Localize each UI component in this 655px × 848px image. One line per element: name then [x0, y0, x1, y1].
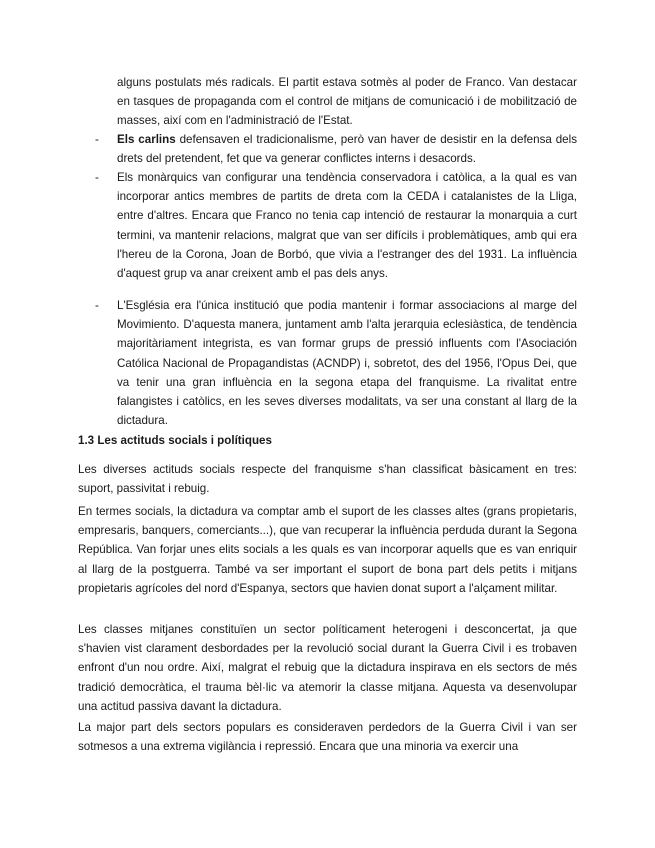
- list-item-body: defensaven el tradicionalisme, però van haver de desistir en la defensa dels drets del pretendent, fet que va generar conflictes interns i desacords.: [117, 133, 577, 166]
- paragraph: Les diverses actituds socials respecte del franquisme s'han classificat bàsicament en tres: suport, passivitat i rebuig.: [78, 463, 577, 496]
- list-item-body: L'Església era l'única institució que podia mantenir i formar associacions al marge del Movimiento. D'aquesta manera, juntament amb l'alta jerarquia eclesiàstica, de tendència majoritàriament integrista, es van formar grups de pressió influents com l'Asociación Católica Nacional de Propagandistas (ACNDP) i, sobretot, des del 1956, l'Opus Dei, que va tenir una gran influència en la segona etapa del franquisme. La rivalitat entre falangistes i catòlics, en les seves diverses modalitats, va ser una constant al llarg de la dictadura.: [117, 299, 577, 428]
- section-heading: 1.3 Les actituds socials i polítiques: [78, 434, 272, 447]
- list-item-carlins: [95, 130, 577, 168]
- list-item-esglesia: [95, 296, 577, 430]
- list-dash: -: [95, 171, 99, 184]
- list-item-text: [117, 130, 577, 168]
- continuation-text: alguns postulats més radicals. El partit estava sotmès al poder de Franco. Van destacar en tasques de propaganda com el control de mitjans de comunicació i de mobilització de masses, així com en l'administració de l'Estat.: [117, 76, 577, 128]
- list-item-monarquics: [95, 168, 577, 283]
- list-item-body: Els monàrquics van configurar una tendència conservadora i catòlica, a la qual es van incorporar antics membres de partits de dreta com la CEDA i catalanistes de la Lliga, entre d'altres. Encara que Franco no tenia cap intenció de restaurar la monarquia a curt termini, va mantenir relacions, malgrat que van ser difícils i problemàtiques, amb qui era l'hereu de la Corona, Joan de Borbó, que vivia a l'estranger des del 1931. La influència d'aquest grup va anar creixent amb el pas dels anys.: [117, 171, 577, 281]
- list-dash: -: [95, 133, 99, 146]
- paragraph: La major part dels sectors populars es consideraven perdedors de la Guerra Civil i van ser sotmesos a una extrema vigilància i repressió. Encara que una minoria va exercir una: [78, 721, 577, 754]
- paragraph: Les classes mitjanes constituïen un sector políticament heterogeni i desconcertat, ja que s'havien vist clarament desbordades per la revolució social durant la Guerra Civil i es trobaven enfront d'un nou ordre. Així, malgrat el rebuig que la dictadura inspirava en els sectors de més tradició democràtica, el trauma bèl·lic va atemorir la classe mitjana. Aquesta va desenvolupar una actitud passiva davant la dictadura.: [78, 623, 577, 713]
- bold-term: Els carlins: [117, 133, 176, 146]
- list-dash: -: [95, 299, 99, 312]
- paragraph: En termes socials, la dictadura va comptar amb el suport de les classes altes (grans propietaris, empresaris, banquers, comerciants...), que van recuperar la influència perduda durant la Segona República. Van forjar unes elits socials a les quals es van incorporar aquells que es van enriquir al llarg de la postguerra. També va ser important el suport de bona part dels petits i mitjans propietaris agrícoles del nord d'Espanya, sectors que havien donat suport a l'alçament militar.: [78, 505, 577, 595]
